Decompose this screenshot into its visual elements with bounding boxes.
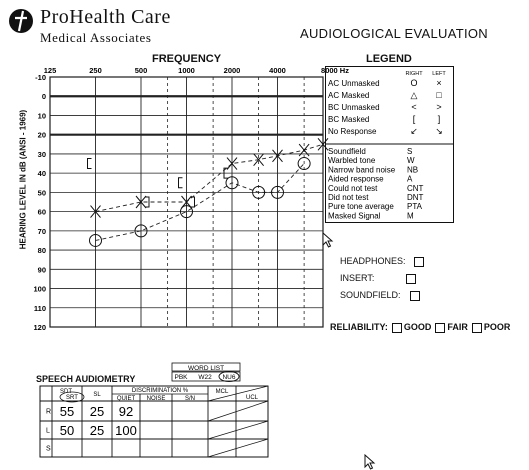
db-tick-label: 20 [37,130,46,140]
legend-code-value: NB [407,165,419,175]
frequency-tick-label: 8000 Hz [321,66,349,75]
legend-code-value: M [407,211,414,221]
insert-label: INSERT: [340,273,375,283]
legend-right-symbol: ↙ [410,126,418,136]
legend-code-value: A [407,174,413,184]
y-axis-label: HEARING LEVEL IN dB (ANSI - 1969) [18,109,28,250]
db-tick-label: -10 [35,73,46,82]
frequency-tick-label: 250 [89,66,102,75]
quiet-header: QUIET [116,396,136,402]
legend-code-value: S [407,147,413,156]
soundfield-label: SOUNDFIELD: [340,290,401,300]
speech-audiometry-title: SPEECH AUDIOMETRY [36,374,136,384]
legend-title: LEGEND [366,53,412,65]
ear-label: R [46,408,52,416]
word-list-option: PBK [174,374,188,381]
db-tick-label: 10 [37,111,46,121]
legend-code-label: Narrow band noise [328,165,396,175]
word-list-label: WORD LIST [187,365,225,372]
db-tick-label: 90 [37,265,46,275]
reliability-good-label: GOOD [403,322,432,332]
db-tick-label: 80 [37,246,46,256]
legend-code-label: Could not test [328,183,378,193]
legend-left-header: LEFT [432,71,446,77]
legend-right-symbol: O [410,78,418,88]
legend-right-header: RIGHT [405,71,423,77]
legend-row-label: BC Unmasked [328,103,380,112]
ear-label: S [46,445,51,453]
reliability-label: RELIABILITY: [330,322,388,332]
db-tick-label: 100 [33,284,46,294]
mcl-ucl-diagonal [208,439,268,457]
legend-right-symbol: △ [410,90,418,100]
legend-left-symbol: > [436,102,442,112]
legend-row-label: AC Unmasked [328,79,380,88]
headphones-label: HEADPHONES: [340,256,406,266]
sdt-header: SDT [60,389,72,395]
srt-value: 50 [59,423,75,438]
legend-code-label: Did not test [328,193,369,202]
frequency-tick-label: 125 [43,66,57,75]
ucl-header: UCL [245,395,259,401]
db-tick-label: 40 [37,169,46,179]
mcl-ucl-diagonal [208,421,268,439]
quiet-value: 92 [118,404,134,419]
legend-row-label: No Response [328,127,377,136]
legend-left-symbol: ] [437,114,441,124]
sl-value: 25 [89,423,105,438]
legend-right-symbol: < [411,102,417,112]
sl-value: 25 [89,404,105,419]
sl-header: SL [93,392,101,398]
mouse-pointer-icon [364,454,376,470]
legend-code-value: PTA [407,202,422,212]
db-tick-label: 60 [37,207,46,217]
frequency-tick-label: 4000 [269,66,286,75]
legend-code-value: DNT [407,193,424,202]
noise-header: NOISE [146,396,166,402]
document-title: AUDIOLOGICAL EVALUATION [300,26,488,41]
legend-left-symbol: × [436,78,442,88]
mouse-pointer-icon [322,232,334,248]
frequency-tick-label: 1000 [178,66,195,75]
discrimination-header: DISCRIMINATION % [131,388,189,394]
legend-code-label: Aided response [328,174,384,184]
mcl-header: MCL [215,389,229,395]
db-tick-label: 50 [37,188,46,198]
db-tick-label: 70 [37,226,46,236]
legend-code-value: CNT [407,183,424,193]
frequency-title: FREQUENCY [152,53,222,65]
db-tick-label: 30 [37,149,46,159]
legend-code-label: Pure tone average [328,202,394,212]
legend-left-symbol: ↘ [435,126,443,136]
word-list-option: W22 [198,374,212,381]
reliability-fair-label: FAIR [447,322,468,332]
legend-row-label: AC Masked [328,91,370,100]
ear-label: L [46,427,50,435]
logo-name: ProHealth Care [40,6,171,28]
legend-row-label: BC Masked [328,115,370,124]
srt-value: 55 [59,404,75,419]
srt-header: SRT [66,395,78,401]
logo-subtitle: Medical Associates [40,30,152,45]
frequency-tick-label: 2000 [223,66,241,75]
legend-left-symbol: □ [436,90,442,100]
db-tick-label: 120 [33,323,46,332]
quiet-value: 100 [115,423,137,438]
legend-code-label: Warbled tone [328,156,376,166]
db-tick-label: 110 [33,303,46,313]
legend-code-label: Masked Signal [328,211,381,221]
word-list-option: NU6 [222,374,236,381]
legend-code-value: W [407,156,415,166]
sn-header: S/N [184,396,196,402]
reliability-poor-label: POOR [483,322,511,332]
legend-right-symbol: [ [412,114,416,124]
frequency-tick-label: 500 [134,66,148,75]
mcl-ucl-diagonal [208,401,268,421]
legend-code-label: Soundfield [328,147,366,156]
db-tick-label: 0 [41,92,46,102]
